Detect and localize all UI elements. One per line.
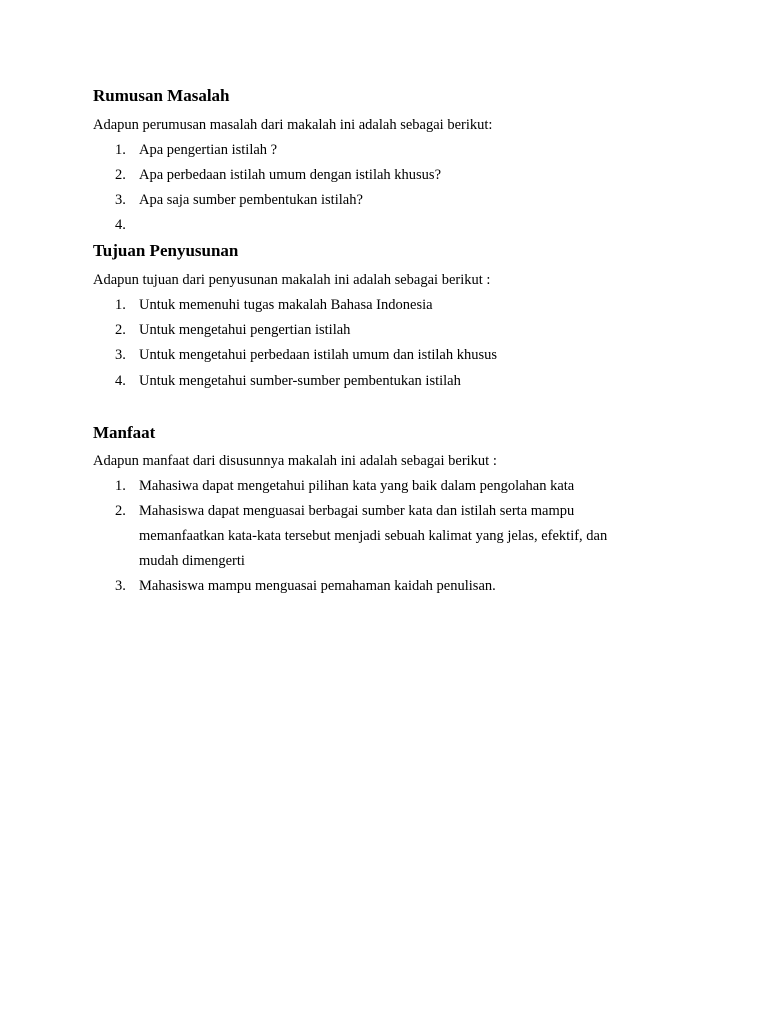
list-text: Apa perbedaan istilah umum dengan istilah khusus?	[139, 167, 442, 183]
section-heading-manfaat: Manfaat	[93, 423, 156, 442]
list-number: 4.	[115, 373, 126, 389]
list-number: 4.	[115, 217, 126, 233]
section-heading-tujuan-penyusunan: Tujuan Penyusunan	[93, 241, 239, 260]
list-number: 2.	[115, 322, 126, 338]
list-text: Mahasiswa dapat menguasai berbagai sumber kata dan istilah serta mampu	[139, 503, 575, 519]
list-number: 3.	[115, 192, 126, 208]
list-number: 1.	[115, 478, 126, 494]
list-number: 3.	[115, 578, 126, 594]
list-number: 3.	[115, 347, 126, 363]
section-intro-manfaat: Adapun manfaat dari disusunnya makalah ini adalah sebagai berikut :	[93, 453, 497, 469]
list-text: Untuk memenuhi tugas makalah Bahasa Indonesia	[139, 297, 433, 313]
list-text: Mahasiwa dapat mengetahui pilihan kata yang baik dalam pengolahan kata	[139, 478, 575, 494]
list-text-continuation: memanfaatkan kata-kata tersebut menjadi sebuah kalimat yang jelas, efektif, dan	[139, 528, 608, 544]
list-text: Untuk mengetahui pengertian istilah	[139, 322, 351, 338]
list-text: Untuk mengetahui perbedaan istilah umum dan istilah khusus	[139, 347, 498, 363]
list-text: Apa pengertian istilah ?	[139, 142, 278, 158]
section-intro-tujuan-penyusunan: Adapun tujuan dari penyusunan makalah ini adalah sebagai berikut :	[93, 272, 491, 288]
list-number: 1.	[115, 297, 126, 313]
list-text: Mahasiswa mampu menguasai pemahaman kaidah penulisan.	[139, 578, 496, 594]
list-number: 2.	[115, 503, 126, 519]
list-text: Untuk mengetahui sumber-sumber pembentukan istilah	[139, 373, 461, 389]
list-text: Apa saja sumber pembentukan istilah?	[139, 192, 363, 208]
list-number: 1.	[115, 142, 126, 158]
list-number: 2.	[115, 167, 126, 183]
section-heading-rumusan-masalah: Rumusan Masalah	[93, 86, 230, 105]
list-text-continuation: mudah dimengerti	[139, 553, 245, 569]
section-intro-rumusan-masalah: Adapun perumusan masalah dari makalah ini adalah sebagai berikut:	[93, 117, 493, 133]
